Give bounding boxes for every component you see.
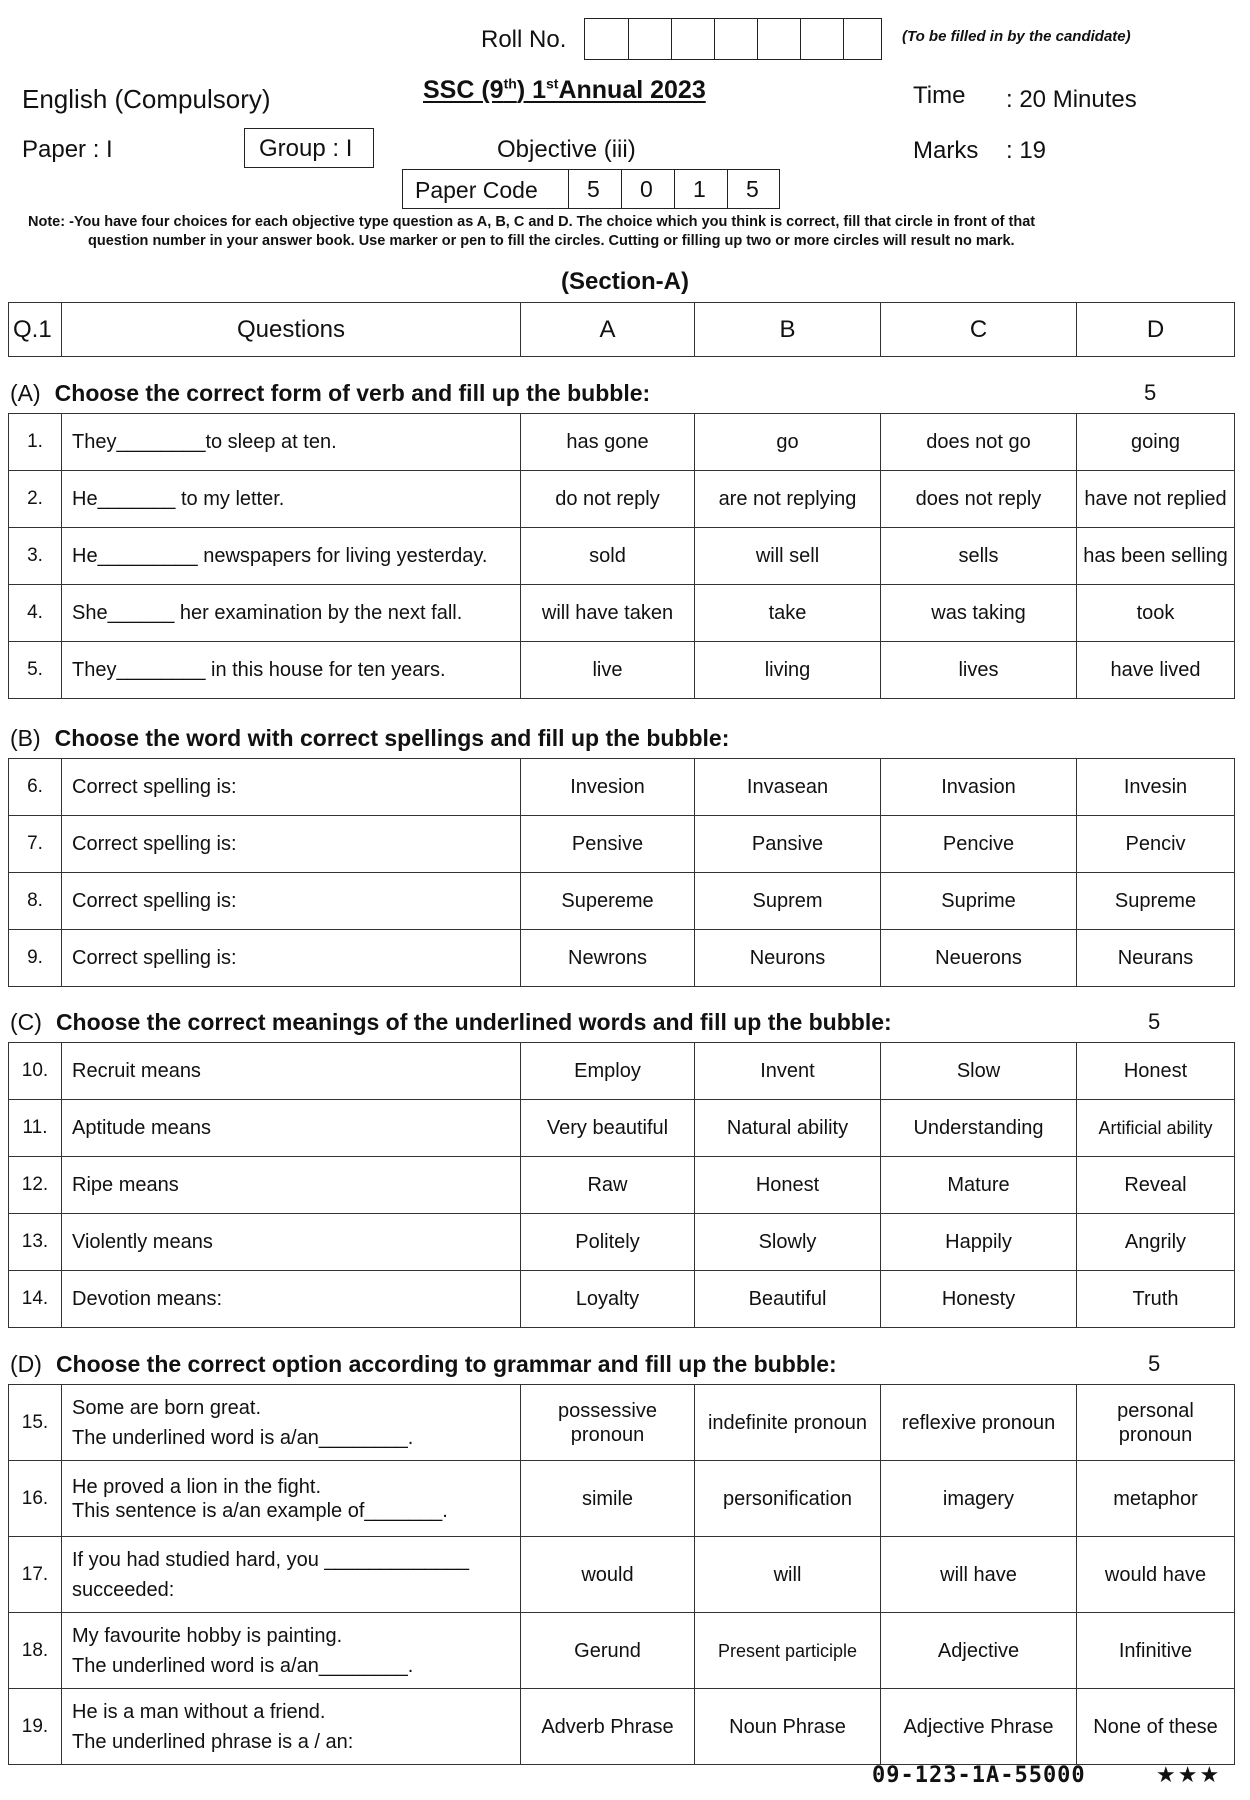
question-number: 3. xyxy=(9,528,62,585)
question-text: They________to sleep at ten. xyxy=(62,414,521,471)
group-box xyxy=(244,128,374,168)
option-a: live xyxy=(521,642,695,699)
option-c: Adjective xyxy=(881,1613,1077,1689)
marks-label: Marks xyxy=(913,137,979,164)
option-c: Neuerons xyxy=(881,930,1077,987)
option-b: go xyxy=(695,414,881,471)
table-row xyxy=(9,1271,1235,1328)
option-d: Artificial ability xyxy=(1077,1100,1235,1157)
time-value: : 20 Minutes xyxy=(1006,86,1137,113)
table-row xyxy=(9,1689,1235,1765)
option-d: took xyxy=(1077,585,1235,642)
option-b: will xyxy=(695,1537,881,1613)
question-text: Aptitude means xyxy=(62,1100,521,1157)
option-d: have not replied xyxy=(1077,471,1235,528)
table-row xyxy=(9,471,1235,528)
option-a: Very beautiful xyxy=(521,1100,695,1157)
option-c: does not go xyxy=(881,414,1077,471)
option-a: has gone xyxy=(521,414,695,471)
option-b: Invent xyxy=(695,1043,881,1100)
option-c: Invasion xyxy=(881,759,1077,816)
part-c-title: Choose the correct meanings of the underlined words and fill up the bubble: xyxy=(55,1009,892,1035)
paper-label: Paper : I xyxy=(22,136,113,163)
roll-number-boxes[interactable] xyxy=(584,18,882,60)
question-number: 13. xyxy=(9,1214,62,1271)
table-row xyxy=(9,873,1235,930)
option-a: Loyalty xyxy=(521,1271,695,1328)
question-number: 19. xyxy=(9,1689,62,1765)
option-c: Happily xyxy=(881,1214,1077,1271)
option-a: would xyxy=(521,1537,695,1613)
paper-code-digit: 0 xyxy=(640,176,653,202)
option-d: Reveal xyxy=(1077,1157,1235,1214)
option-c: Slow xyxy=(881,1043,1077,1100)
question-text: Correct spelling is: xyxy=(62,930,521,987)
option-c: lives xyxy=(881,642,1077,699)
question-text: Correct spelling is: xyxy=(62,759,521,816)
part-c-tag: (C) xyxy=(10,1009,42,1035)
option-a: Pensive xyxy=(521,816,695,873)
option-a: Politely xyxy=(521,1214,695,1271)
option-c: sells xyxy=(881,528,1077,585)
table-row xyxy=(9,1537,1235,1613)
table-row xyxy=(9,585,1235,642)
option-d: Neurans xyxy=(1077,930,1235,987)
paper-code-label: Paper Code xyxy=(415,177,538,203)
objective-label: Objective (iii) xyxy=(497,136,636,163)
question-text: Violently means xyxy=(62,1214,521,1271)
option-d: metaphor xyxy=(1077,1461,1235,1537)
option-d: Invesin xyxy=(1077,759,1235,816)
option-c: Mature xyxy=(881,1157,1077,1214)
header-q: Q.1 xyxy=(9,303,62,357)
option-d: going xyxy=(1077,414,1235,471)
question-number: 16. xyxy=(9,1461,62,1537)
part-a-table xyxy=(8,413,1235,699)
question-number: 8. xyxy=(9,873,62,930)
question-number: 10. xyxy=(9,1043,62,1100)
part-b-tag: (B) xyxy=(10,725,41,751)
question-line-1: He proved a lion in the fight. xyxy=(72,1475,322,1498)
part-a-title: Choose the correct form of verb and fill up the bubble: xyxy=(54,380,651,406)
header-a: A xyxy=(521,303,695,357)
question-line-2: The underlined word is a/an________. xyxy=(72,1426,414,1449)
question-number: 1. xyxy=(9,414,62,471)
question-number: 7. xyxy=(9,816,62,873)
group-label: Group : I xyxy=(259,135,353,162)
option-c: Understanding xyxy=(881,1100,1077,1157)
option-c: was taking xyxy=(881,585,1077,642)
table-row xyxy=(9,642,1235,699)
part-c-heading xyxy=(10,1009,892,1036)
option-a: Employ xyxy=(521,1043,695,1100)
note-line-2: question number in your answer book. Use marker or pen to fill the circles. Cutting or filling up two or more circles will result no mark. xyxy=(88,233,1015,249)
instruction-note xyxy=(28,213,1228,251)
question-line-2: This sentence is a/an example of_______. xyxy=(72,1499,448,1522)
question-line-1: My favourite hobby is painting. xyxy=(72,1624,343,1647)
question-number: 12. xyxy=(9,1157,62,1214)
question-number: 18. xyxy=(9,1613,62,1689)
table-row xyxy=(9,1385,1235,1461)
question-text: Devotion means: xyxy=(62,1271,521,1328)
note-line-1: Note: -You have four choices for each objective type question as A, B, C and D. The choice which you think is correct, fill that circle in front of that xyxy=(28,214,1036,230)
header-questions: Questions xyxy=(62,303,521,357)
question-text xyxy=(62,1461,521,1537)
option-a: will have taken xyxy=(521,585,695,642)
question-line-2: The underlined word is a/an________. xyxy=(72,1654,414,1677)
option-b: living xyxy=(695,642,881,699)
table-row xyxy=(9,528,1235,585)
option-d: Infinitive xyxy=(1077,1613,1235,1689)
footer-code: 09-123-1A-55000 xyxy=(872,1763,1086,1788)
option-b: Beautiful xyxy=(695,1271,881,1328)
question-number: 6. xyxy=(9,759,62,816)
option-b: Slowly xyxy=(695,1214,881,1271)
option-c: reflexive pronoun xyxy=(881,1385,1077,1461)
option-c: Adjective Phrase xyxy=(881,1689,1077,1765)
question-line-1: Some are born great. xyxy=(72,1396,261,1419)
question-text: Ripe means xyxy=(62,1157,521,1214)
table-row xyxy=(9,759,1235,816)
paper-code-digit: 5 xyxy=(746,176,759,202)
question-number: 11. xyxy=(9,1100,62,1157)
option-a: sold xyxy=(521,528,695,585)
option-b: Pansive xyxy=(695,816,881,873)
option-b: Invasean xyxy=(695,759,881,816)
table-row xyxy=(9,816,1235,873)
roll-label: Roll No. xyxy=(481,26,567,53)
table-row xyxy=(9,1613,1235,1689)
option-a: Raw xyxy=(521,1157,695,1214)
option-a: simile xyxy=(521,1461,695,1537)
question-text: He_______ to my letter. xyxy=(62,471,521,528)
option-d: has been selling xyxy=(1077,528,1235,585)
table-row xyxy=(9,930,1235,987)
part-d-heading xyxy=(10,1351,837,1378)
option-b: take xyxy=(695,585,881,642)
option-d: have lived xyxy=(1077,642,1235,699)
footer-stars: ★★★ xyxy=(1156,1762,1222,1787)
roll-note: (To be filled in by the candidate) xyxy=(902,28,1131,45)
question-line-2: succeeded: xyxy=(72,1578,175,1601)
question-line-1: He is a man without a friend. xyxy=(72,1700,326,1723)
table-row xyxy=(9,1157,1235,1214)
part-d-table xyxy=(8,1384,1235,1765)
option-a: do not reply xyxy=(521,471,695,528)
part-b-title: Choose the word with correct spellings and fill up the bubble: xyxy=(54,725,730,751)
question-line-1: If you had studied hard, you _____________ xyxy=(72,1548,469,1571)
option-b: Neurons xyxy=(695,930,881,987)
option-c: imagery xyxy=(881,1461,1077,1537)
table-row xyxy=(9,1214,1235,1271)
header-b: B xyxy=(695,303,881,357)
option-a: Gerund xyxy=(521,1613,695,1689)
question-text xyxy=(62,1385,521,1461)
question-text: He_________ newspapers for living yesterday. xyxy=(62,528,521,585)
question-text xyxy=(62,1613,521,1689)
option-a: Invesion xyxy=(521,759,695,816)
option-b: Noun Phrase xyxy=(695,1689,881,1765)
part-d-tag: (D) xyxy=(10,1351,42,1377)
part-a-heading xyxy=(10,380,650,407)
option-b: will sell xyxy=(695,528,881,585)
paper-code-digit: 5 xyxy=(587,176,600,202)
option-c: will have xyxy=(881,1537,1077,1613)
option-d: Angrily xyxy=(1077,1214,1235,1271)
part-a-marks: 5 xyxy=(1144,380,1157,405)
exam-title: SSC (9th) 1stAnnual 2023 xyxy=(423,76,706,105)
question-number: 5. xyxy=(9,642,62,699)
question-number: 4. xyxy=(9,585,62,642)
option-b: Suprem xyxy=(695,873,881,930)
table-header xyxy=(8,302,1235,357)
question-number: 9. xyxy=(9,930,62,987)
header-d: D xyxy=(1077,303,1235,357)
question-text xyxy=(62,1689,521,1765)
option-a: possessive pronoun xyxy=(521,1385,695,1461)
option-b: Natural ability xyxy=(695,1100,881,1157)
time-label: Time xyxy=(913,82,966,109)
option-b: indefinite pronoun xyxy=(695,1385,881,1461)
option-b: personification xyxy=(695,1461,881,1537)
question-text: Correct spelling is: xyxy=(62,816,521,873)
part-c-table xyxy=(8,1042,1235,1328)
option-d: None of these xyxy=(1077,1689,1235,1765)
option-b: Honest xyxy=(695,1157,881,1214)
option-d: would have xyxy=(1077,1537,1235,1613)
question-line-2: The underlined phrase is a / an: xyxy=(72,1730,354,1753)
option-d: Honest xyxy=(1077,1043,1235,1100)
question-number: 15. xyxy=(9,1385,62,1461)
paper-code-digit: 1 xyxy=(693,176,706,202)
question-text xyxy=(62,1537,521,1613)
option-d: Supreme xyxy=(1077,873,1235,930)
section-title: (Section-A) xyxy=(561,268,689,295)
option-c: Honesty xyxy=(881,1271,1077,1328)
option-c: does not reply xyxy=(881,471,1077,528)
part-c-marks: 5 xyxy=(1148,1009,1161,1034)
table-row xyxy=(9,1461,1235,1537)
marks-value: : 19 xyxy=(1006,137,1047,164)
question-number: 17. xyxy=(9,1537,62,1613)
part-d-title: Choose the correct option according to grammar and fill up the bubble: xyxy=(55,1351,837,1377)
paper-code-box xyxy=(402,169,780,209)
option-c: Suprime xyxy=(881,873,1077,930)
question-number: 14. xyxy=(9,1271,62,1328)
option-d: Truth xyxy=(1077,1271,1235,1328)
question-text: They________ in this house for ten years. xyxy=(62,642,521,699)
question-text: She______ her examination by the next fall. xyxy=(62,585,521,642)
part-b-heading xyxy=(10,725,729,752)
option-a: Supereme xyxy=(521,873,695,930)
table-row xyxy=(9,414,1235,471)
part-d-marks: 5 xyxy=(1148,1351,1161,1376)
option-a: Newrons xyxy=(521,930,695,987)
part-b-table xyxy=(8,758,1235,987)
table-row xyxy=(9,1100,1235,1157)
question-text: Correct spelling is: xyxy=(62,873,521,930)
question-text: Recruit means xyxy=(62,1043,521,1100)
option-b: Present participle xyxy=(695,1613,881,1689)
subject-title: English (Compulsory) xyxy=(22,84,271,114)
option-a: Adverb Phrase xyxy=(521,1689,695,1765)
option-d: Penciv xyxy=(1077,816,1235,873)
header-c: C xyxy=(881,303,1077,357)
table-row xyxy=(9,1043,1235,1100)
option-c: Pencive xyxy=(881,816,1077,873)
question-number: 2. xyxy=(9,471,62,528)
option-d: personal pronoun xyxy=(1077,1385,1235,1461)
part-a-tag: (A) xyxy=(10,380,41,406)
option-b: are not replying xyxy=(695,471,881,528)
